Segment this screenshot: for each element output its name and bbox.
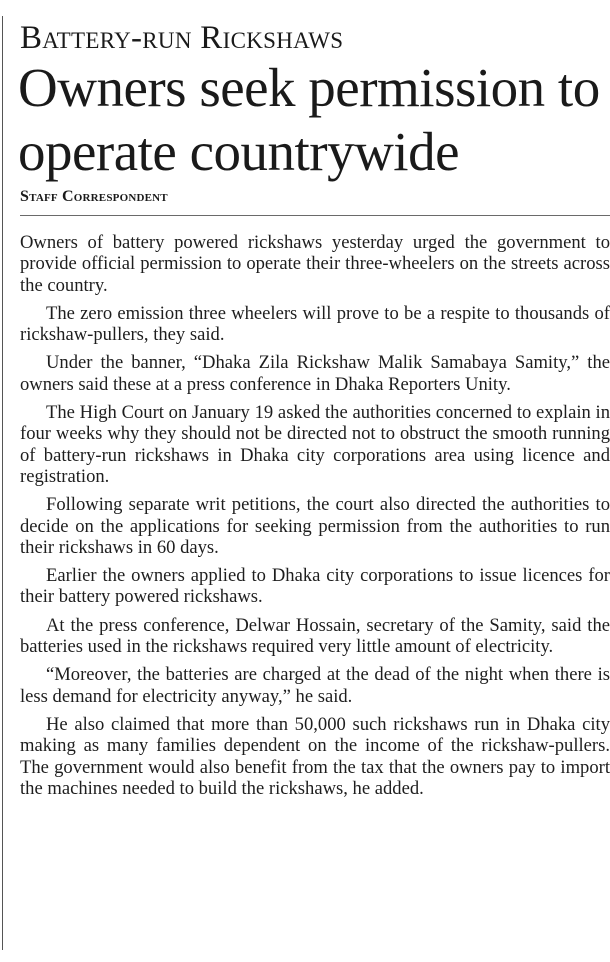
article-paragraph: The High Court on January 19 asked the authorities concerned to explain in four weeks why they should not be directed not to obstruct the smooth running of battery-run rickshaws in Dhaka city corporations area using licence and registration. bbox=[20, 402, 610, 487]
article-paragraph: At the press conference, Delwar Hossain, secretary of the Samity, said the batteries used in the rickshaws required very little amount of electricity. bbox=[20, 614, 610, 658]
article-paragraph: Earlier the owners applied to Dhaka city corporations to issue licences for their battery powered rickshaws. bbox=[20, 565, 610, 608]
article-paragraph: Owners of battery powered rickshaws yesterday urged the government to provide official permission to operate their three-wheelers on the streets across the country. bbox=[20, 232, 610, 296]
article-paragraph: The zero emission three wheelers will prove to be a respite to thousands of rickshaw-pullers, they said. bbox=[20, 302, 610, 346]
article-paragraph: He also claimed that more than 50,000 such rickshaws run in Dhaka city making as many families dependent on the income of the rickshaw-pullers. The government would also benefit from the tax that the owners pay to import the machines needed to build the rickshaws, he added. bbox=[20, 713, 610, 799]
article-paragraph: Under the banner, “Dhaka Zila Rickshaw Malik Samabaya Samity,” the owners said these at a press conference in Dhaka Reporters Unity. bbox=[20, 352, 610, 395]
article-headline: Owners seek permission to operate countrywide bbox=[18, 57, 600, 182]
article-paragraph: “Moreover, the batteries are charged at the dead of the night when there is less demand for electricity anyway,” he said. bbox=[20, 664, 610, 707]
column-rule bbox=[2, 16, 3, 950]
article-paragraph: Following separate writ petitions, the court also directed the authorities to decide on the applications for seeking permission from the authorities to run their rickshaws in 60 days. bbox=[20, 494, 610, 558]
article-byline: Staff Correspondent bbox=[20, 188, 168, 205]
article-body bbox=[20, 232, 610, 806]
article-kicker: Battery-run Rickshaws bbox=[20, 20, 344, 56]
byline-divider bbox=[20, 215, 610, 216]
